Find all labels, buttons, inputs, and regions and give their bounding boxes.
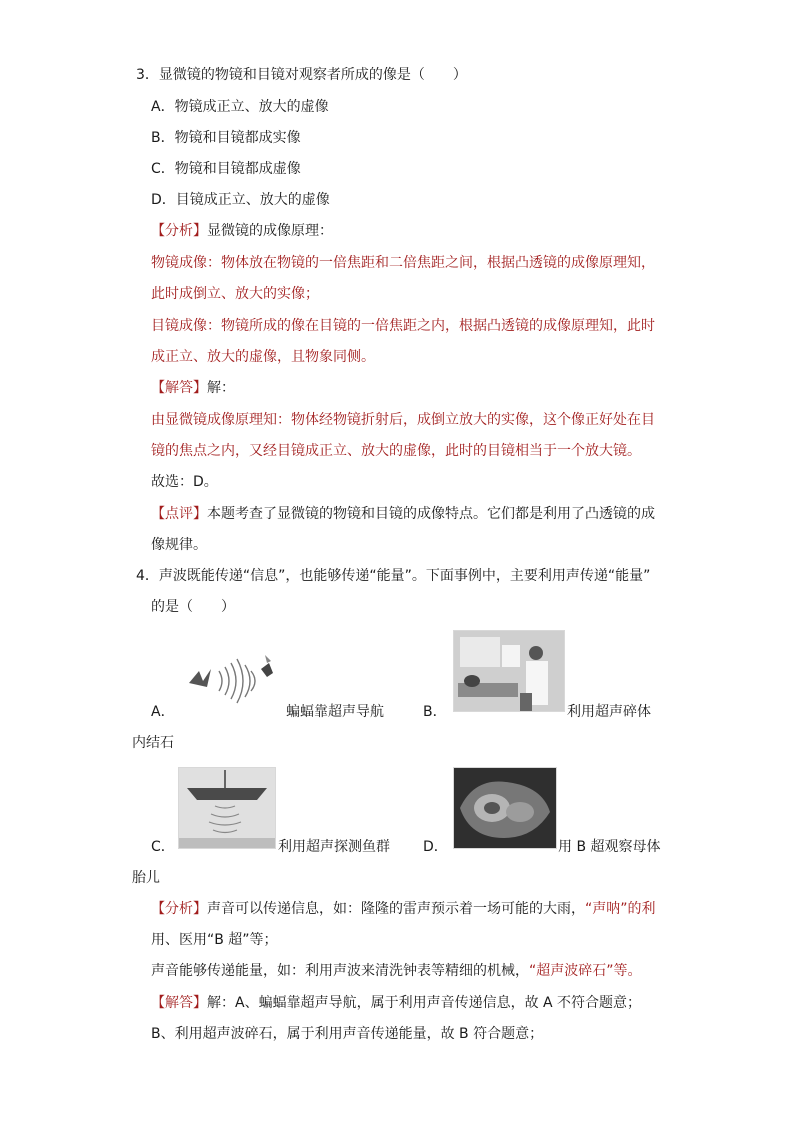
- q4-stem: 4．声波既能传递“信息”，也能够传递“能量”。下面事例中，主要利用声传递“能量”: [136, 568, 651, 584]
- q4-option-d-label: D．: [423, 839, 448, 855]
- analysis-tag: 【分析】: [151, 223, 207, 239]
- q3-comment: [151, 505, 655, 523]
- analysis-text: 声音能够传递能量，如：利用声波来清洗钟表等精细的机械，: [151, 963, 529, 979]
- q3-comment-cont: 像规律。: [151, 537, 207, 553]
- analysis-example: “声呐”的利: [585, 901, 656, 917]
- answer-tag: 【解答】: [151, 380, 207, 396]
- answer-title: 解：: [207, 380, 235, 396]
- q4-stem-cont: 的是（ ）: [151, 599, 235, 615]
- answer-text: 解：A、蝙蝠靠超声导航，属于利用声音传递信息，故 A 不符合题意；: [207, 995, 642, 1011]
- q3-option-d: D．目镜成正立、放大的虚像: [151, 192, 330, 208]
- analysis-text: 声音可以传递信息，如：隆隆的雷声预示着一场可能的大雨，: [207, 901, 585, 917]
- q4-answer-line: B、利用超声波碎石，属于利用声音传递能量，故 B 符合题意；: [151, 1026, 544, 1042]
- q3-option-a: A．物镜成正立、放大的虚像: [151, 99, 329, 115]
- lithotripsy-image: [453, 630, 565, 712]
- q4-answer: [151, 994, 641, 1012]
- q4-option-b-cont: 内结石: [132, 735, 174, 751]
- q4-option-d-cont: 胎儿: [132, 870, 160, 886]
- bat-echolocation-image: [180, 640, 282, 722]
- q4-analysis-line: [151, 962, 642, 980]
- ship-sonar-icon: [179, 768, 275, 848]
- q3-answer-line: 由显微镜成像原理知：物体经物镜折射后，成倒立放大的实像，这个像正好处在目: [151, 412, 655, 428]
- comment-text: 本题考查了显微镜的物镜和目镜的成像特点。它们都是利用了凸透镜的成: [207, 506, 655, 522]
- q3-stem: 3．显微镜的物镜和目镜对观察者所成的像是（ ）: [136, 67, 467, 83]
- q3-analysis-line: 目镜成像：物镜所成的像在目镜的一倍焦距之内，根据凸透镜的成像原理知，此时: [151, 318, 655, 334]
- answer-tag: 【解答】: [151, 995, 207, 1011]
- q4-option-c-text: 利用超声探测鱼群: [278, 839, 390, 855]
- analysis-title: 显微镜的成像原理：: [207, 223, 333, 239]
- q4-option-a-text: 蝙蝠靠超声导航: [286, 704, 384, 720]
- q4-option-b-label: B．: [423, 704, 447, 720]
- q3-answer-choice: 故选：D。: [151, 474, 218, 490]
- q4-option-a-label: A．: [151, 704, 175, 720]
- analysis-tag: 【分析】: [151, 901, 207, 917]
- q3-analysis-line: 物镜成像：物体放在物镜的一倍焦距和二倍焦距之间，根据凸透镜的成像原理知，: [151, 255, 655, 271]
- q4-option-d-text: 用 B 超观察母体: [558, 839, 661, 855]
- q3-analysis-line: 此时成倒立、放大的实像；: [151, 286, 319, 302]
- q3-analysis-line: 成正立、放大的虚像，且物象同侧。: [151, 349, 375, 365]
- comment-tag: 【点评】: [151, 506, 207, 522]
- sonar-fish-image: [178, 767, 276, 849]
- b-ultrasound-image: [453, 767, 557, 849]
- q4-option-b-text: 利用超声碎体: [567, 704, 651, 720]
- q3-analysis-heading: [151, 222, 333, 240]
- q3-answer-heading: [151, 379, 235, 397]
- q3-option-c: C．物镜和目镜都成虚像: [151, 161, 301, 177]
- q4-analysis-line: 用、医用“B 超”等；: [151, 932, 278, 948]
- q4-analysis-heading: [151, 900, 656, 918]
- q3-answer-line: 镜的焦点之内，又经目镜成正立、放大的虚像，此时的目镜相当于一个放大镜。: [151, 443, 641, 459]
- q4-option-c-label: C．: [151, 839, 175, 855]
- q3-option-b: B．物镜和目镜都成实像: [151, 130, 301, 146]
- bat-icon: [181, 641, 281, 721]
- analysis-example: “超声波碎石”等。: [529, 963, 642, 979]
- ultrasound-scan-icon: [454, 768, 556, 848]
- doctor-patient-icon: [454, 631, 564, 711]
